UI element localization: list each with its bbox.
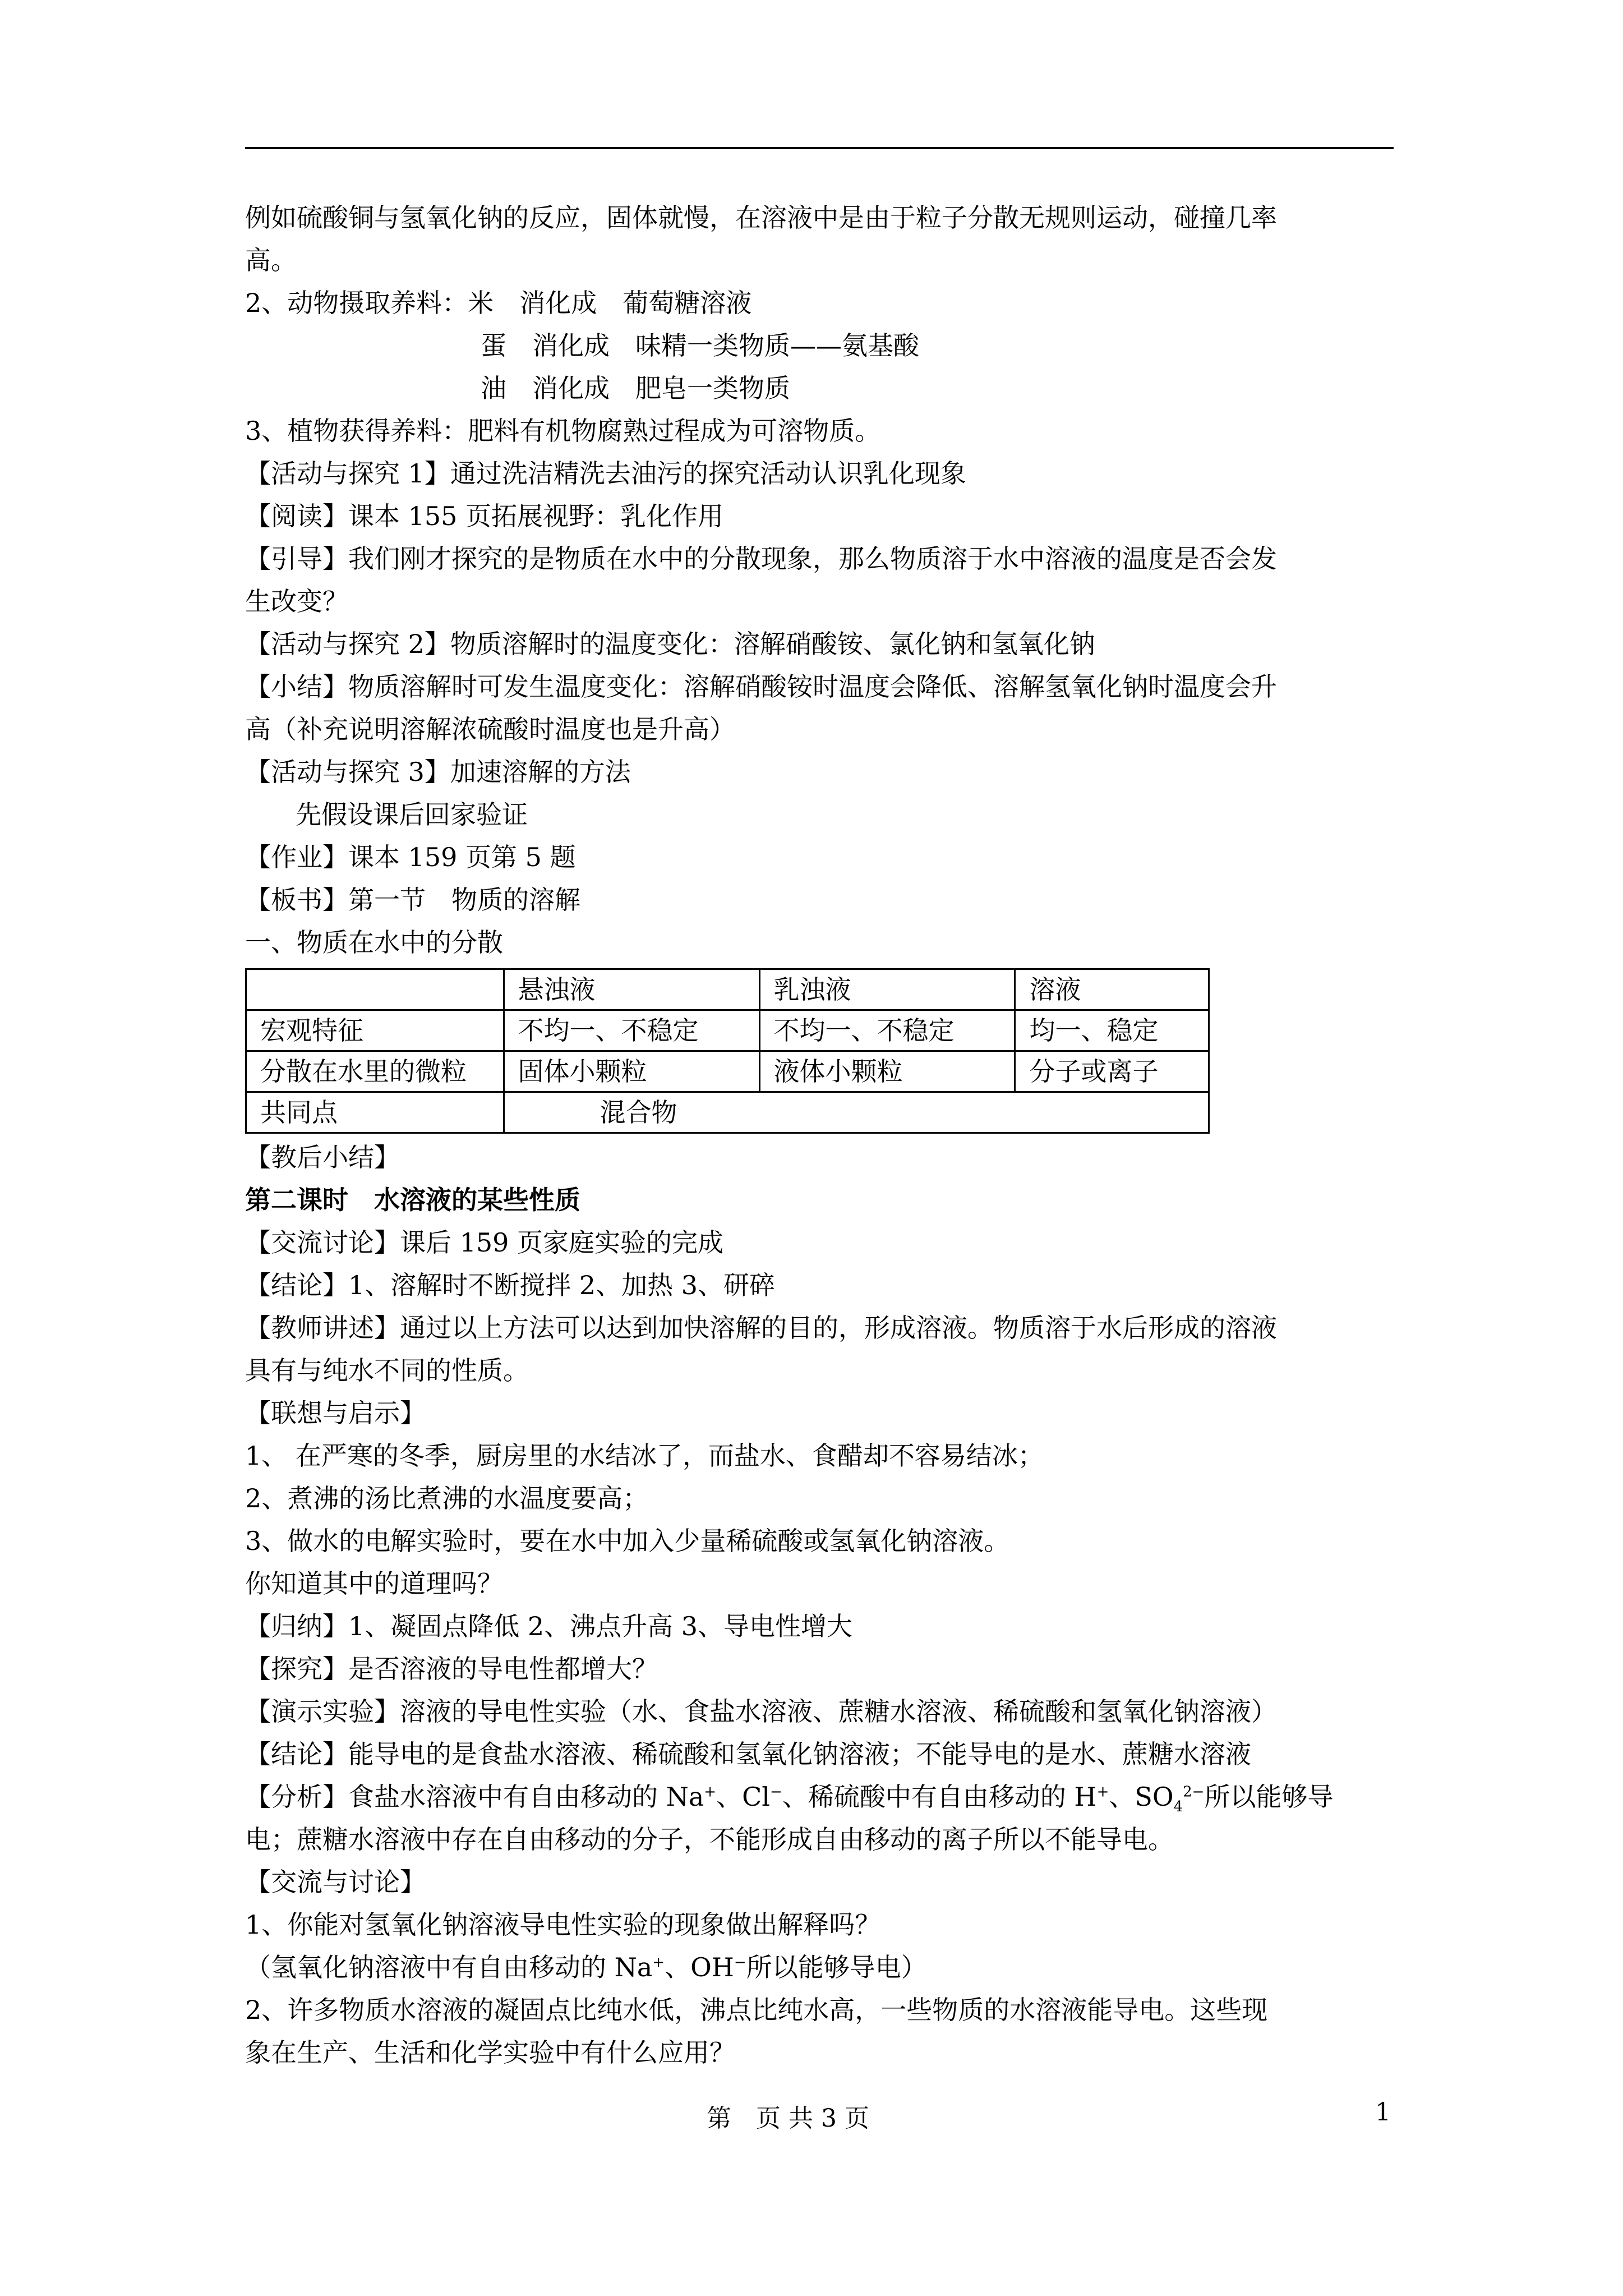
table-header-row [246,969,1209,1010]
table-cell: 固体小颗粒 [504,1051,759,1092]
superscript: + [704,1783,717,1801]
table-cell: 宏观特征 [246,1010,504,1051]
table-cell: 分子或离子 [1015,1051,1209,1092]
table-cell: 分散在水里的微粒 [246,1051,504,1092]
table-row [246,1010,1209,1051]
text-run: 、OH [665,1952,734,1982]
analysis-line [245,1775,1395,1818]
body-line: 油 消化成 肥皂一类物质 [481,373,790,403]
body-line: 【结论】1、溶解时不断搅拌 2、加热 3、研碎 [245,1270,776,1300]
body-line: 【探究】是否溶液的导电性都增大？ [245,1654,658,1684]
body-line: 【教师讲述】通过以上方法可以达到加快溶解的目的，形成溶液。物质溶于水后形成的溶液 [245,1313,1277,1343]
subscript: 4 [1173,1798,1183,1816]
dispersion-table-wrapper [245,968,1395,1134]
body-line: 象在生产、生活和化学实验中有什么应用？ [245,2037,735,2068]
body-line: 2、许多物质水溶液的凝固点比纯水低，沸点比纯水高，一些物质的水溶液能导电。这些现 [245,1995,1268,2025]
superscript: 2− [1183,1783,1205,1801]
body-line: 【归纳】1、凝固点降低 2、沸点升高 3、导电性增大 [245,1611,853,1641]
body-line: 2、动物摄取养料：米 消化成 葡萄糖溶液 [245,288,752,318]
footer-page-info: 第 页 共 3 页 [707,2104,869,2133]
body-line: 先假设课后回家验证 [296,799,528,830]
body-line: 【作业】课本 159 页第 5 题 [245,842,576,872]
body-line: 例如硫酸铜与氢氧化钠的反应，固体就慢，在溶液中是由于粒子分散无规则运动，碰撞几率 [245,203,1277,233]
table-header-cell: 乳浊液 [759,969,1015,1010]
body-line: 2、煮沸的汤比煮沸的水温度要高； [245,1483,649,1513]
text-run: （氢氧化钠溶液中有自由移动的 Na [245,1952,653,1982]
body-line: 【演示实验】溶液的导电性实验（水、食盐水溶液、蔗糖水溶液、稀硫酸和氢氧化钠溶液） [245,1696,1277,1727]
body-line: 【板书】第一节 物质的溶解 [245,885,580,915]
header-rule [245,147,1394,149]
body-line: 电；蔗糖水溶液中存在自由移动的分子，不能形成自由移动的离子所以不能导电。 [245,1824,1174,1855]
body-line: 【阅读】课本 155 页拓展视野：乳化作用 [245,501,724,531]
body-line: 1、 在严寒的冬季，厨房里的水结冰了，而盐水、食醋却不容易结冰； [245,1441,1044,1471]
text-run: 【分析】食盐水溶液中有自由移动的 Na [245,1782,704,1812]
body-line: 【引导】我们刚才探究的是物质在水中的分散现象，那么物质溶于水中溶液的温度是否会发 [245,544,1277,574]
body-line: 3、植物获得养料：肥料有机物腐熟过程成为可溶物质。 [245,416,881,446]
text-run: 所以能够导 [1204,1782,1334,1812]
table-header-cell: 溶液 [1015,969,1209,1010]
table-cell: 不均一、不稳定 [504,1010,759,1051]
table-cell: 均一、稳定 [1015,1010,1209,1051]
body-line: 具有与纯水不同的性质。 [245,1355,529,1386]
body-line: 【活动与探究 1】通过洗洁精洗去油污的探究活动认识乳化现象 [245,458,966,489]
body-line: 【结论】能导电的是食盐水溶液、稀硫酸和氢氧化钠溶液；不能导电的是水、蔗糖水溶液 [245,1739,1251,1769]
body-line: 1、你能对氢氧化钠溶液导电性实验的现象做出解释吗？ [245,1910,881,1940]
body-line: 【小结】物质溶解时可发生温度变化：溶解硝酸铵时温度会降低、溶解氢氧化钠时温度会升 [245,671,1277,702]
table-header-cell: 悬浊液 [504,969,759,1010]
text-run: 所以能够导电） [746,1952,927,1982]
text-run: 、Cl [716,1782,771,1812]
explanation-line [245,1946,1395,1989]
table-cell [246,969,504,1010]
table-cell: 液体小颗粒 [759,1051,1015,1092]
section-heading: 一、物质在水中的分散 [245,927,503,958]
lesson-heading: 第二课时 水溶液的某些性质 [245,1185,580,1215]
body-line: 【教后小结】 [245,1142,400,1172]
table-row [246,1051,1209,1092]
text-run: 、稀硫酸中有自由移动的 H [782,1782,1097,1812]
body-line: 【活动与探究 2】物质溶解时的温度变化：溶解硝酸铵、氯化钠和氢氧化钠 [245,629,1095,659]
body-line: 【交流与讨论】 [245,1867,426,1897]
superscript: + [1096,1783,1109,1801]
table-cell: 混合物 [504,1092,1209,1133]
table-row [246,1092,1209,1133]
body-line: 高（补充说明溶解浓硫酸时温度也是升高） [245,714,735,744]
body-line: 生改变？ [245,586,348,616]
body-line: 3、做水的电解实验时，要在水中加入少量稀硫酸或氢氧化钠溶液。 [245,1526,1010,1556]
body-line: 高。 [245,245,297,275]
body-line: 【联想与启示】 [245,1398,426,1428]
table-cell: 不均一、不稳定 [759,1010,1015,1051]
text-run: 、SO [1109,1782,1174,1812]
superscript: − [770,1783,782,1801]
body-line: 【交流讨论】课后 159 页家庭实验的完成 [245,1227,724,1258]
body-line: 你知道其中的道理吗？ [245,1568,503,1599]
body-line: 蛋 消化成 味精一类物质——氨基酸 [481,330,919,361]
superscript: − [734,1954,746,1971]
body-line: 【活动与探究 3】加速溶解的方法 [245,757,631,787]
table-cell: 共同点 [246,1092,504,1133]
document-body [245,196,1395,2074]
dispersion-table [245,968,1210,1134]
superscript: + [652,1954,665,1971]
footer-page-number: 1 [1375,2098,1391,2127]
